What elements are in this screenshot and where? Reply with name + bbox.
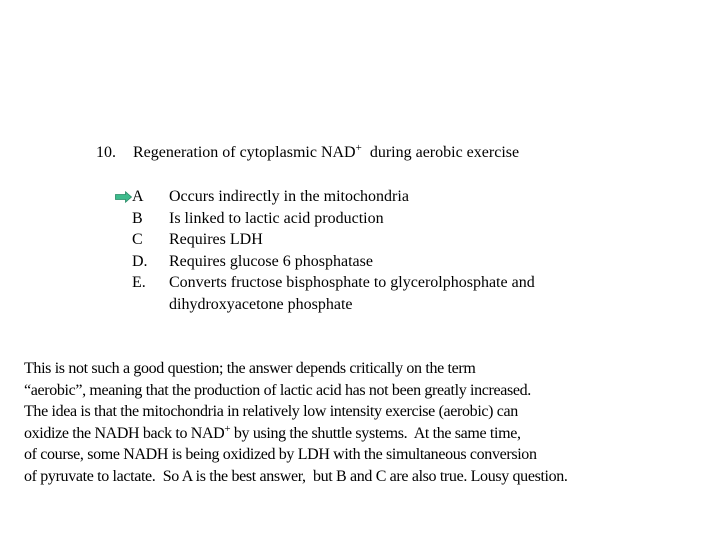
question-text: Regeneration of cytoplasmic NAD+ during aerobic exercise <box>133 142 520 161</box>
option-letter: A <box>132 188 144 205</box>
option-d <box>132 251 599 273</box>
explanation-line: of course, some NADH is being oxidized by LDH with the simultaneous conversion <box>24 446 537 464</box>
option-e <box>132 272 599 315</box>
superscript-plus: + <box>224 422 231 435</box>
option-letter: D. <box>132 252 148 270</box>
question-number: 10. <box>96 144 116 161</box>
arrow-right-icon <box>115 191 132 203</box>
explanation-line: The idea is that the mitochondria in relatively low intensity exercise (aerobic) can <box>24 403 518 421</box>
option-text: Requires LDH <box>169 231 263 249</box>
answer-options <box>132 186 599 316</box>
option-letter: C <box>132 231 143 249</box>
option-letter: B <box>132 209 143 227</box>
explanation-line: oxidize the NADH back to NAD+ by using the shuttle systems. At the same time, <box>24 422 521 442</box>
explanation-line: “aerobic”, meaning that the production of lactic acid has not been greatly increased. <box>24 381 531 399</box>
option-b <box>132 208 599 230</box>
option-c <box>132 229 599 251</box>
option-text: Occurs indirectly in the mitochondria <box>169 188 409 205</box>
option-letter: E. <box>132 274 146 292</box>
explanation-paragraph <box>24 358 704 488</box>
superscript-plus: + <box>355 142 362 154</box>
option-text: Is linked to lactic acid production <box>169 209 384 227</box>
option-text: Converts fructose bisphosphate to glycerolphosphate and dihydroxyacetone phosphate <box>169 274 535 313</box>
option-a <box>132 186 599 208</box>
option-text: Requires glucose 6 phosphatase <box>169 252 373 270</box>
question-heading <box>96 143 519 163</box>
explanation-line: of pyruvate to lactate. So A is the best answer, but B and C are also true. Lousy question. <box>24 467 568 485</box>
explanation-line: This is not such a good question; the answer depends critically on the term <box>24 360 476 377</box>
